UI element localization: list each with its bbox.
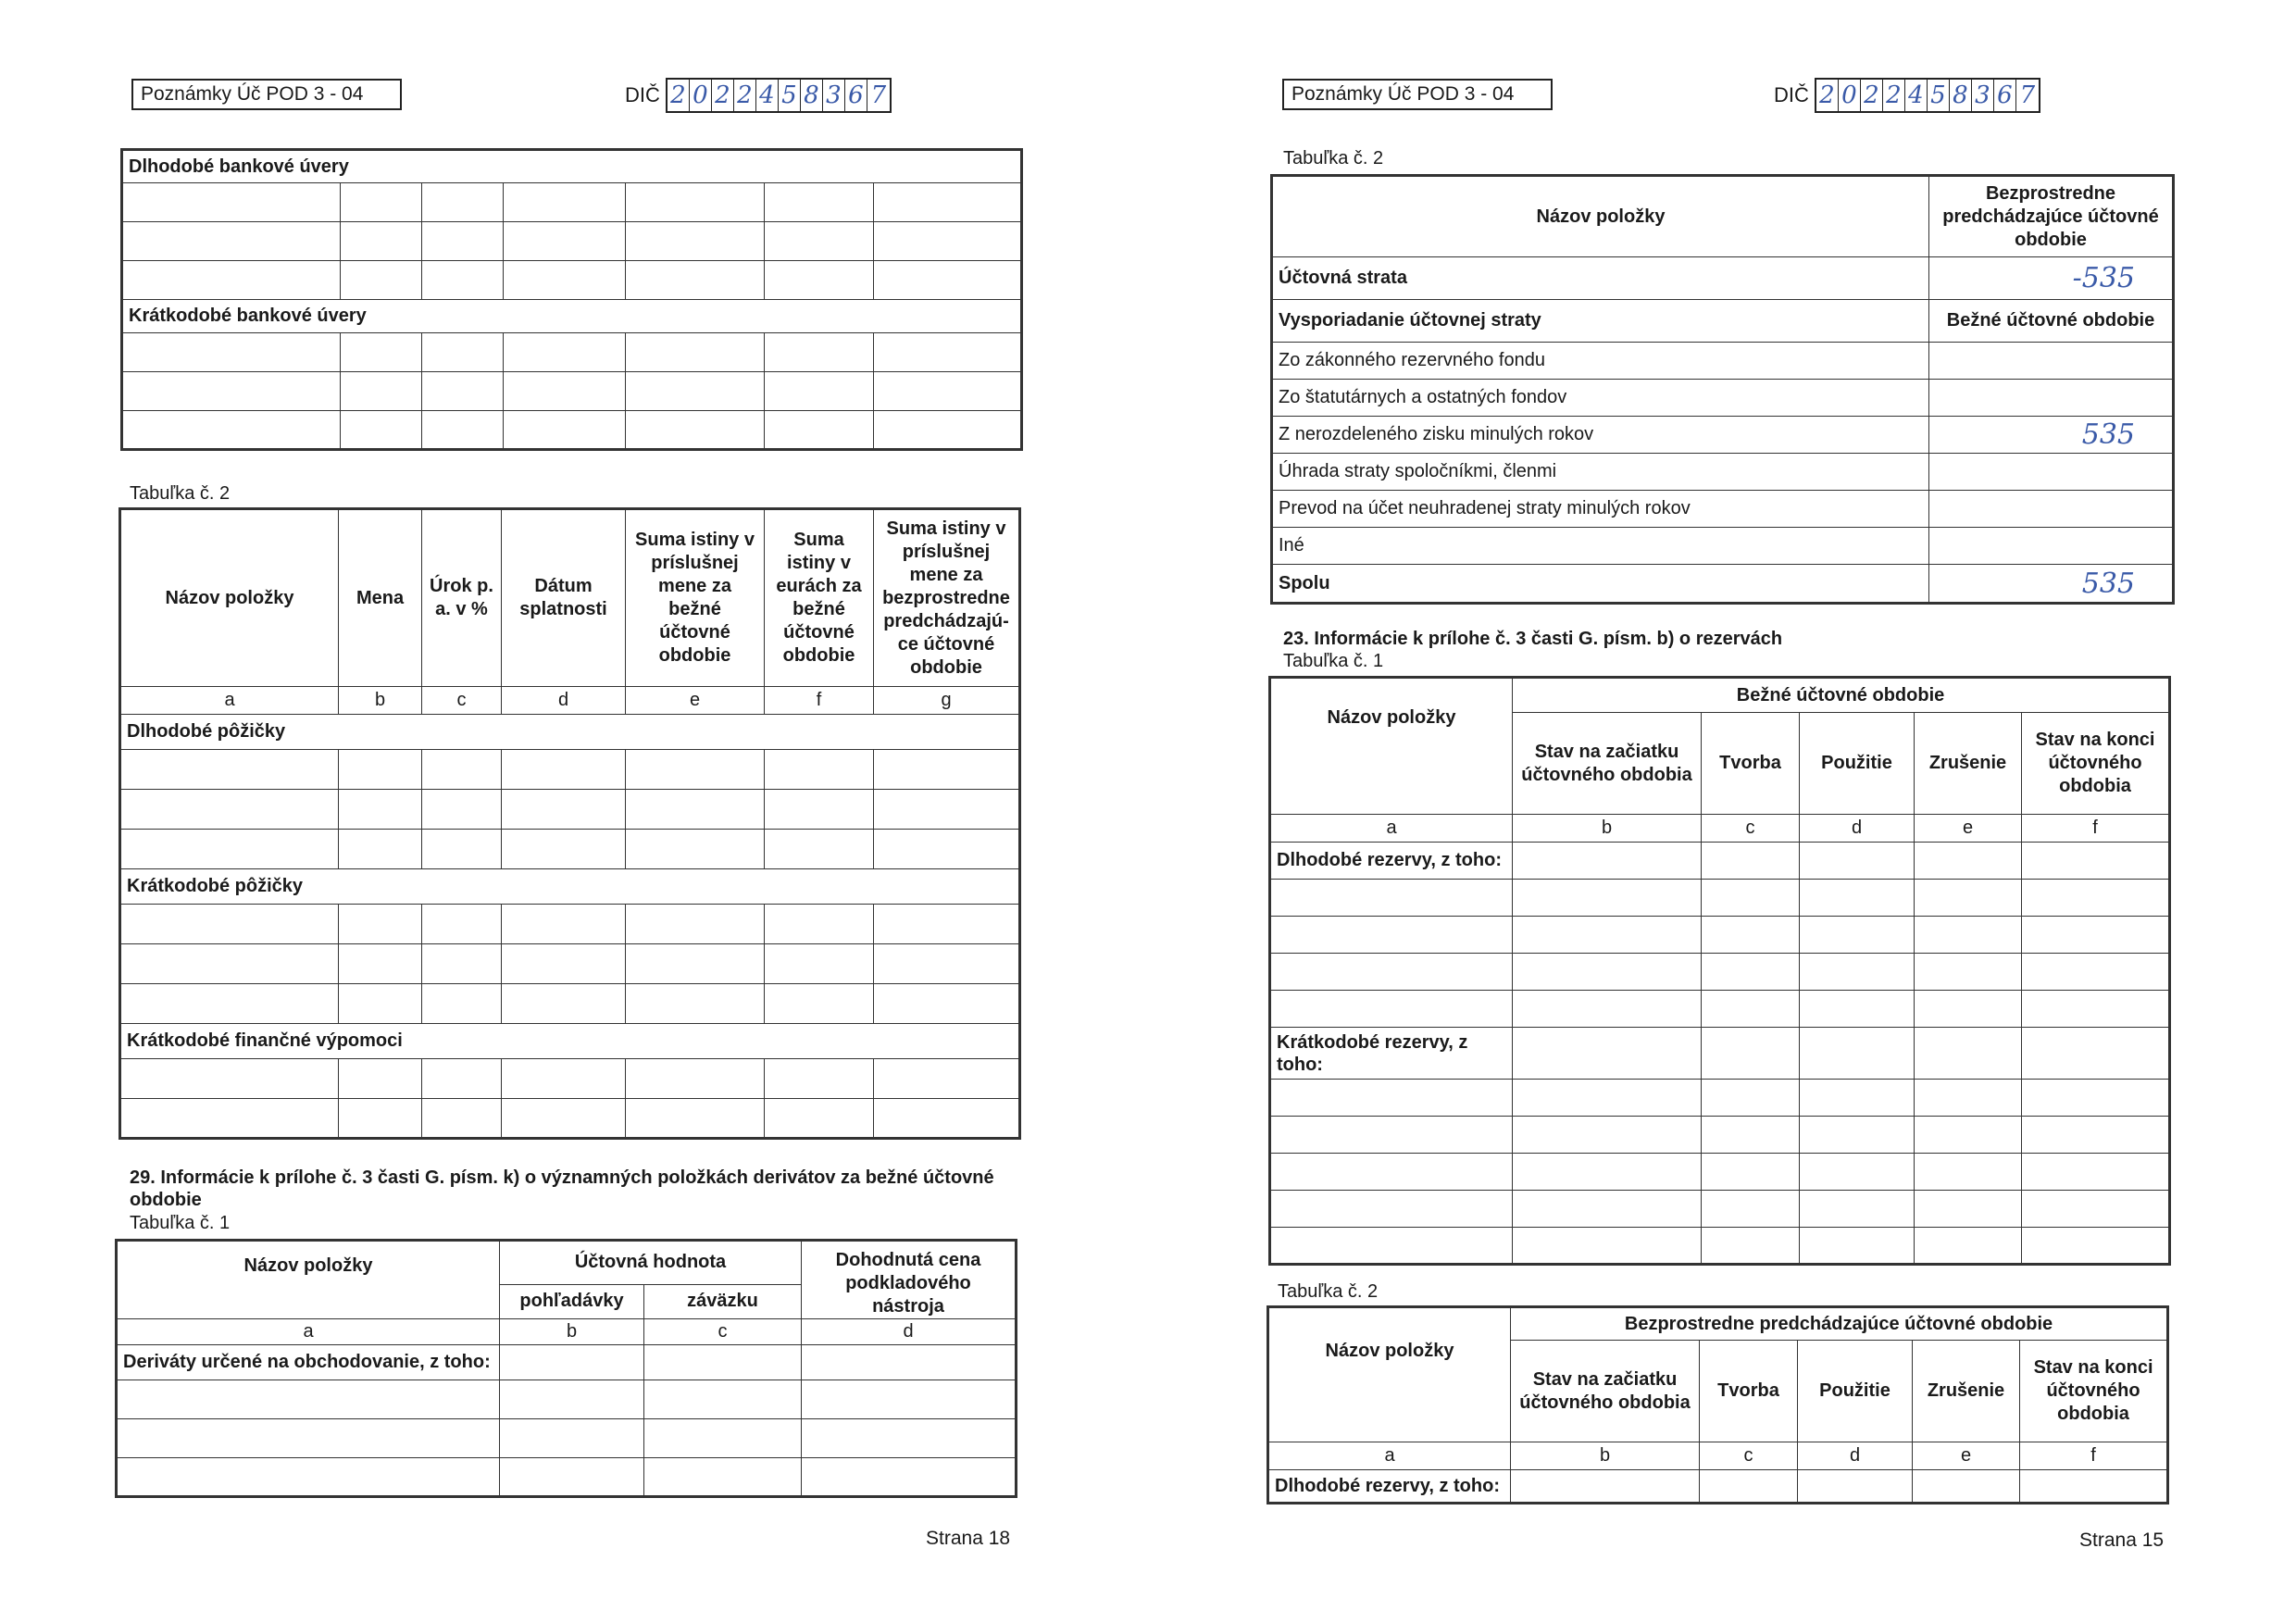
row-label: Úhrada straty spoločníkmi, členmi [1272, 454, 1929, 491]
table-row [122, 222, 1022, 261]
col-header-usage: Použitie [1800, 713, 1915, 815]
loss-settlement-label: Vysporiadanie účtovnej straty [1272, 300, 1929, 343]
loans-table [119, 507, 1021, 1140]
col-letter: f [2020, 1442, 2168, 1470]
col-header-name: Názov položky [1272, 176, 1929, 257]
table-row [1270, 991, 2170, 1028]
col-letter: f [765, 687, 874, 715]
col-letter: f [2022, 815, 2170, 843]
row-value[interactable] [1929, 528, 2174, 565]
col-letter: e [1915, 815, 2022, 843]
row-label: Iné [1272, 528, 1929, 565]
row-value[interactable] [1929, 491, 2174, 528]
dic-digit: 5 [779, 80, 801, 111]
dic-digit: 8 [801, 80, 823, 111]
table-row [1270, 1080, 2170, 1117]
col-header-current-period: Bežné účtovné obdobie [1929, 300, 2174, 343]
col-letter: e [626, 687, 765, 715]
dic-digit: 2 [668, 80, 690, 111]
dic-digit: 6 [1994, 80, 2016, 111]
dic-digit: 7 [870, 81, 887, 109]
col-letter: d [1798, 1442, 1913, 1470]
col-header-usage: Použitie [1798, 1341, 1913, 1442]
form-id: Poznámky Úč POD 3 - 04 [1282, 79, 1553, 110]
table-caption: Tabuľka č. 2 [1278, 1281, 1379, 1302]
col-letter: c [644, 1319, 802, 1345]
total-label: Spolu [1272, 565, 1929, 604]
row-label: Z nerozdeleného zisku minulých rokov [1272, 417, 1929, 454]
table-row [120, 750, 1020, 790]
bank-loans-table [120, 148, 1023, 451]
col-letter: b [1511, 1442, 1700, 1470]
table-row [1270, 1117, 2170, 1154]
table-row [120, 905, 1020, 944]
table-row [120, 1099, 1020, 1139]
table-row [117, 1458, 1017, 1497]
col-header-closing: Stav na konci účtovného obdobia [2022, 713, 2170, 815]
dic-digit: 2 [712, 80, 734, 111]
table-caption: Tabuľka č. 1 [1283, 651, 1384, 671]
col-header-prev-period: Bezprostredne predchádzajúce účtovné obdobie [1929, 176, 2174, 257]
reserves-previous-table [1267, 1305, 2169, 1504]
section-29-title: 29. Informácie k prílohe č. 3 časti G. písm. k) o významných položkách derivátov za bežné účtovné obdobie [130, 1167, 994, 1210]
form-id: Poznámky Úč POD 3 - 04 [131, 79, 402, 110]
col-header-cancellation: Zrušenie [1915, 713, 2022, 815]
reserves-current-table [1268, 676, 2171, 1266]
col-header-period: Bezprostredne predchádzajúce účtovné obdobie [1511, 1307, 2168, 1341]
col-header-principal-currency: Suma istiny v príslušnej mene za bežné účtovné obdobie [626, 509, 765, 687]
long-reserves-label: Dlhodobé rezervy, z toho: [1268, 1470, 1511, 1504]
col-header-name: Názov položky [1268, 1307, 1511, 1442]
row-value[interactable] [1929, 454, 2174, 491]
table-row [1270, 1228, 2170, 1265]
col-header-name: Názov položky [1270, 678, 1513, 815]
dic-digit: 2 [734, 80, 756, 111]
total-value[interactable]: 535 [1929, 565, 2174, 604]
table-row [1272, 417, 2174, 454]
col-letter: c [1702, 815, 1800, 843]
col-letter: b [500, 1319, 644, 1345]
dic-boxes [1815, 78, 2040, 113]
col-header-closing: Stav na konci účtovného obdobia [2020, 1341, 2168, 1442]
col-letter: c [422, 687, 502, 715]
col-letter: e [1913, 1442, 2020, 1470]
row-value[interactable]: 535 [1929, 417, 2174, 454]
row-value[interactable] [1929, 380, 2174, 417]
dic-digit: 0 [1839, 80, 1861, 111]
section-23-title: 23. Informácie k prílohe č. 3 časti G. písm. b) o rezervách [1283, 629, 1783, 649]
dic-digit: 3 [823, 80, 845, 111]
loss-settlement-table [1270, 174, 2175, 605]
col-header-interest: Úrok p. a. v % [422, 509, 502, 687]
col-header-period: Bežné účtovné obdobie [1513, 678, 2170, 713]
table-caption: Tabuľka č. 2 [130, 483, 231, 504]
accounting-loss-label: Účtovná strata [1272, 257, 1929, 300]
row-label: Prevod na účet neuhradenej straty minulých rokov [1272, 491, 1929, 528]
right-page [1148, 0, 2296, 1623]
dic-digit: 2 [1861, 80, 1883, 111]
long-loans-label: Dlhodobé pôžičky [120, 715, 1020, 750]
col-header-agreed-price: Dohodnutá cena podkladového nástroja [802, 1241, 1017, 1319]
dic-digit: 2 [1883, 80, 1905, 111]
row-value[interactable] [1929, 343, 2174, 380]
dic-digit: 4 [1905, 80, 1928, 111]
page-number: Strana 15 [2079, 1529, 2165, 1551]
table-row [120, 944, 1020, 984]
dic-boxes [666, 78, 892, 113]
table-row [117, 1380, 1017, 1419]
table-row [122, 372, 1022, 411]
derivatives-table [115, 1239, 1017, 1498]
col-letter: d [1800, 815, 1915, 843]
dic-digit: 2 [1816, 80, 1839, 111]
col-header-name: Názov položky [120, 509, 339, 687]
dic-digit: 6 [845, 80, 867, 111]
table-row [120, 790, 1020, 830]
long-bank-loans-label: Dlhodobé bankové úvery [122, 150, 1022, 183]
table-row [1272, 491, 2174, 528]
short-bank-loans-label: Krátkodobé bankové úvery [122, 300, 1022, 333]
col-letter: d [502, 687, 626, 715]
col-header-principal-eur: Suma istiny v eurách za bežné účtovné obdobie [765, 509, 874, 687]
table-row [122, 411, 1022, 450]
col-letter: g [874, 687, 1020, 715]
table-row [117, 1419, 1017, 1458]
table-row [120, 984, 1020, 1024]
col-header-creation: Tvorba [1702, 713, 1800, 815]
table-row [122, 261, 1022, 300]
col-letter: a [1270, 815, 1513, 843]
table-caption: Tabuľka č. 1 [130, 1213, 231, 1233]
table-row [120, 830, 1020, 869]
table-row [1270, 880, 2170, 917]
col-header-maturity: Dátum splatnosti [502, 509, 626, 687]
col-letter: a [1268, 1442, 1511, 1470]
accounting-loss-value[interactable]: -535 [1929, 257, 2174, 300]
col-header-creation: Tvorba [1700, 1341, 1798, 1442]
col-header-book-value: Účtovná hodnota [500, 1241, 802, 1285]
col-header-opening: Stav na začiatku účtovného obdobia [1511, 1341, 1700, 1442]
dic-digit: 4 [756, 80, 779, 111]
table-row [122, 183, 1022, 222]
dic-digit: 3 [1972, 80, 1994, 111]
dic-label: DIČ [1774, 83, 1809, 106]
dic-digit: 5 [1928, 80, 1950, 111]
table-row [122, 333, 1022, 372]
col-header-name: Názov položky [117, 1241, 500, 1319]
table-caption: Tabuľka č. 2 [1283, 148, 1384, 169]
dic-label: DIČ [625, 83, 660, 106]
page-number: Strana 18 [926, 1528, 1011, 1549]
long-reserves-label: Dlhodobé rezervy, z toho: [1270, 843, 1513, 880]
short-financial-label: Krátkodobé finančné výpomoci [120, 1024, 1020, 1059]
col-letter: a [117, 1319, 500, 1345]
col-letter: b [339, 687, 422, 715]
col-header-currency: Mena [339, 509, 422, 687]
col-letter: d [802, 1319, 1017, 1345]
derivatives-trading-label: Deriváty určené na obchodovanie, z toho: [117, 1345, 500, 1380]
table-row [1270, 954, 2170, 991]
col-header-opening: Stav na začiatku účtovného obdobia [1513, 713, 1702, 815]
table-row [1272, 380, 2174, 417]
dic-digit: 7 [2019, 81, 2036, 109]
table-row [1272, 528, 2174, 565]
col-letter: c [1700, 1442, 1798, 1470]
table-row [1272, 343, 2174, 380]
dic-field [1774, 79, 2040, 112]
dic-digit: 0 [690, 80, 712, 111]
col-header-principal-prev: Suma istiny v príslušnej mene za bezprostredne predchádzajú-ce účtovné obdobie [874, 509, 1020, 687]
table-row [1272, 454, 2174, 491]
table-row [1270, 1154, 2170, 1191]
row-label: Zo zákonného rezervného fondu [1272, 343, 1929, 380]
dic-digit: 8 [1950, 80, 1972, 111]
short-loans-label: Krátkodobé pôžičky [120, 869, 1020, 905]
col-letter: a [120, 687, 339, 715]
col-header-receivables: pohľadávky [500, 1284, 644, 1319]
table-row [1270, 1191, 2170, 1228]
col-letter: b [1513, 815, 1702, 843]
short-reserves-label: Krátkodobé rezervy, z toho: [1270, 1028, 1513, 1080]
table-row [120, 1059, 1020, 1099]
table-row [1270, 917, 2170, 954]
dic-field [625, 79, 892, 112]
col-header-liabilities: záväzku [644, 1284, 802, 1319]
row-label: Zo štatutárnych a ostatných fondov [1272, 380, 1929, 417]
col-header-cancellation: Zrušenie [1913, 1341, 2020, 1442]
